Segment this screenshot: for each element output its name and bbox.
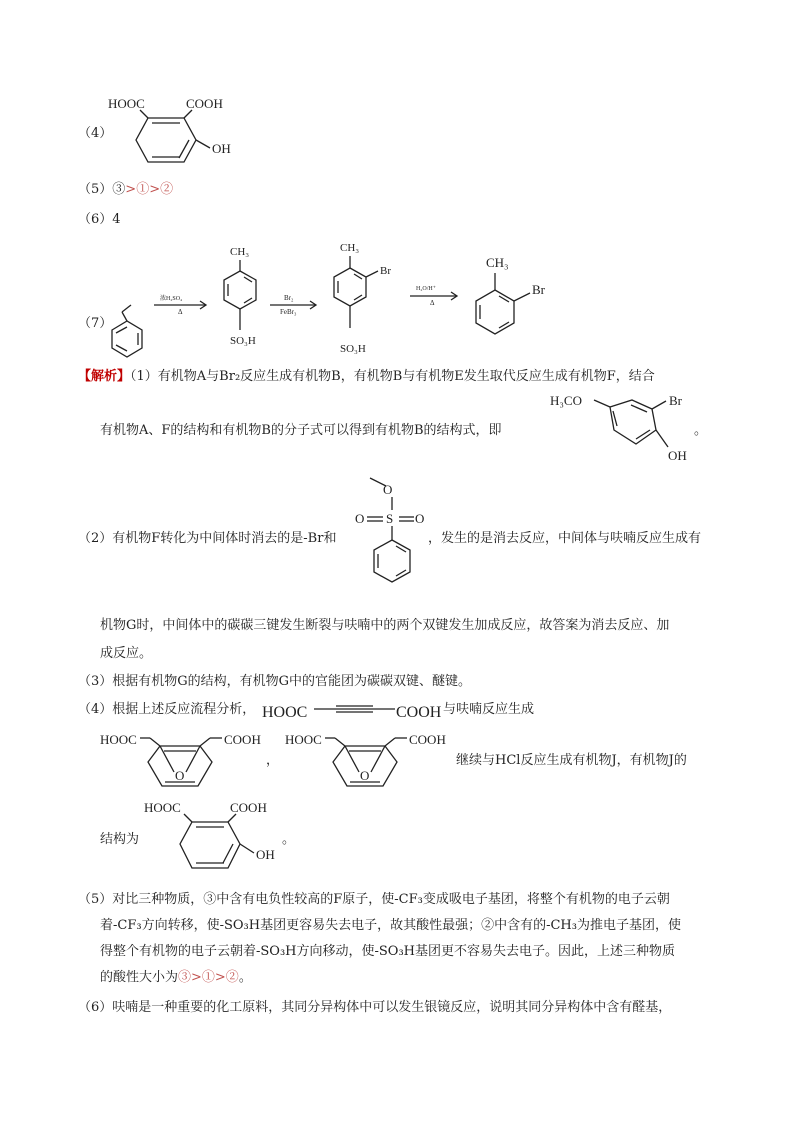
svg-text:O: O xyxy=(175,768,185,783)
svg-text:O: O xyxy=(355,511,365,526)
analysis-p5-line3: 得整个有机物的电子云朝着-SO₃H方向移动，使-SO₃H基团更不容易失去电子。因此，上述三种物质 xyxy=(100,944,676,959)
svg-text:HOOC: HOOC xyxy=(108,96,145,111)
arrow-2 xyxy=(270,294,316,316)
svg-text:O: O xyxy=(360,768,370,783)
analysis-p2-line1b: ，发生的是消去反应，中间体与呋喃反应生成有 xyxy=(428,531,702,546)
svg-text:O: O xyxy=(383,482,393,497)
svg-text:O: O xyxy=(415,511,425,526)
svg-text:浓H₂SO₄: 浓H₂SO₄ xyxy=(160,296,183,302)
synthesis-route xyxy=(100,238,560,360)
svg-text:H₂O/H⁺: H₂O/H⁺ xyxy=(416,286,436,292)
analysis-p3: （3）根据有机物G的结构，有机物G中的官能团为碳碳双键、醚键。 xyxy=(78,674,472,689)
svg-text:Δ: Δ xyxy=(178,308,183,316)
svg-text:Δ: Δ xyxy=(430,299,435,307)
svg-text:OH: OH xyxy=(256,847,275,862)
svg-text:COOH: COOH xyxy=(409,732,446,747)
answer-7-label: （7） xyxy=(78,316,113,331)
svg-text:COOH: COOH xyxy=(230,800,267,815)
svg-text:Br: Br xyxy=(532,282,545,297)
analysis-p1-end: 。 xyxy=(694,423,708,438)
structure-oxanorbornadiene-2 xyxy=(285,728,455,796)
answer-4-label: （4） xyxy=(78,126,113,141)
structure-compound-j xyxy=(140,796,290,884)
svg-text:OH: OH xyxy=(668,448,687,463)
analysis-p2-line1a: （2）有机物F转化为中间体时消去的是-Br和 xyxy=(78,531,337,546)
svg-text:SO₃H: SO₃H xyxy=(340,343,366,355)
analysis-p4-a: （4）根据上述反应流程分析， xyxy=(78,702,256,717)
answer-6: （6）4 xyxy=(78,212,121,227)
svg-text:Br: Br xyxy=(380,265,391,277)
p-toluenesulfonic-acid-structure xyxy=(224,246,256,347)
o-bromotoluene-structure xyxy=(476,255,546,334)
svg-text:OH: OH xyxy=(212,141,231,156)
svg-text:HOOC: HOOC xyxy=(100,732,137,747)
analysis-p4-d: 结构为 xyxy=(100,832,140,847)
svg-text:H₃CO: H₃CO xyxy=(550,393,582,408)
structure-butynedioic-acid xyxy=(262,699,448,723)
svg-text:CH₃: CH₃ xyxy=(486,255,509,270)
svg-text:CH₃: CH₃ xyxy=(340,242,360,254)
svg-text:HOOC: HOOC xyxy=(144,800,181,815)
arrow-1 xyxy=(154,294,206,316)
analysis-p5-line1: （5）对比三种物质，③中含有电负性较高的F原子，使-CF₃变成吸电子基团，将整个有机物的电子云朝 xyxy=(78,892,670,907)
svg-text:CH₃: CH₃ xyxy=(230,246,250,258)
svg-text:FeBr₃: FeBr₃ xyxy=(280,308,297,316)
analysis-p4-end: 。 xyxy=(282,832,296,847)
analysis-p2-line3: 成反应。 xyxy=(100,646,153,661)
svg-text:COOH: COOH xyxy=(396,704,442,721)
analysis-p5-line4: 的酸性大小为③>①>②。 xyxy=(100,970,252,985)
analysis-p4-comma: ， xyxy=(266,753,280,768)
analysis-p1-line2: 有机物A、F的结构和有机物B的分子式可以得到有机物B的结构式，即 xyxy=(100,423,502,438)
analysis-p6: （6）呋喃是一种重要的化工原料，其同分异构体中可以发生银镜反应，说明其同分异构体中含有醛基， xyxy=(78,1000,672,1015)
svg-text:Br₂: Br₂ xyxy=(284,294,294,302)
structure-oxanorbornadiene-1 xyxy=(100,728,270,796)
svg-text:COOH: COOH xyxy=(224,732,261,747)
svg-text:HOOC: HOOC xyxy=(285,732,322,747)
structure-4-hydroxyphthalic-acid xyxy=(100,92,250,180)
svg-text:Br: Br xyxy=(669,393,682,408)
analysis-p5-line2: 着-CF₃方向转移，使-SO₃H基团更容易失去电子，故其酸性最强；②中含有的-CH₃为推电子基团，使 xyxy=(100,918,681,933)
arrow-3 xyxy=(410,286,457,307)
svg-text:SO₃H: SO₃H xyxy=(230,335,256,347)
analysis-p4-b: 与呋喃反应生成 xyxy=(443,702,535,717)
answer-5: （5）③>①>② xyxy=(78,182,174,197)
bromo-toluenesulfonic-acid-structure xyxy=(334,242,391,355)
structure-methyl-benzenesulfonate xyxy=(348,470,438,598)
toluene-structure xyxy=(112,305,142,357)
analysis-p1-line1: 【解析】（1）有机物A与Br₂反应生成有机物B，有机物B与有机物E发生取代反应生成有机物F，结合 xyxy=(78,369,655,384)
svg-text:HOOC: HOOC xyxy=(262,704,308,721)
structure-compound-b xyxy=(548,390,688,465)
svg-text:COOH: COOH xyxy=(186,96,223,111)
analysis-p2-line2: 机物G时，中间体中的碳碳三键发生断裂与呋喃中的两个双键发生加成反应，故答案为消去反应、加 xyxy=(100,618,670,633)
svg-text:S: S xyxy=(386,511,394,526)
analysis-p4-c: 继续与HCl反应生成有机物J，有机物J的 xyxy=(456,753,687,768)
